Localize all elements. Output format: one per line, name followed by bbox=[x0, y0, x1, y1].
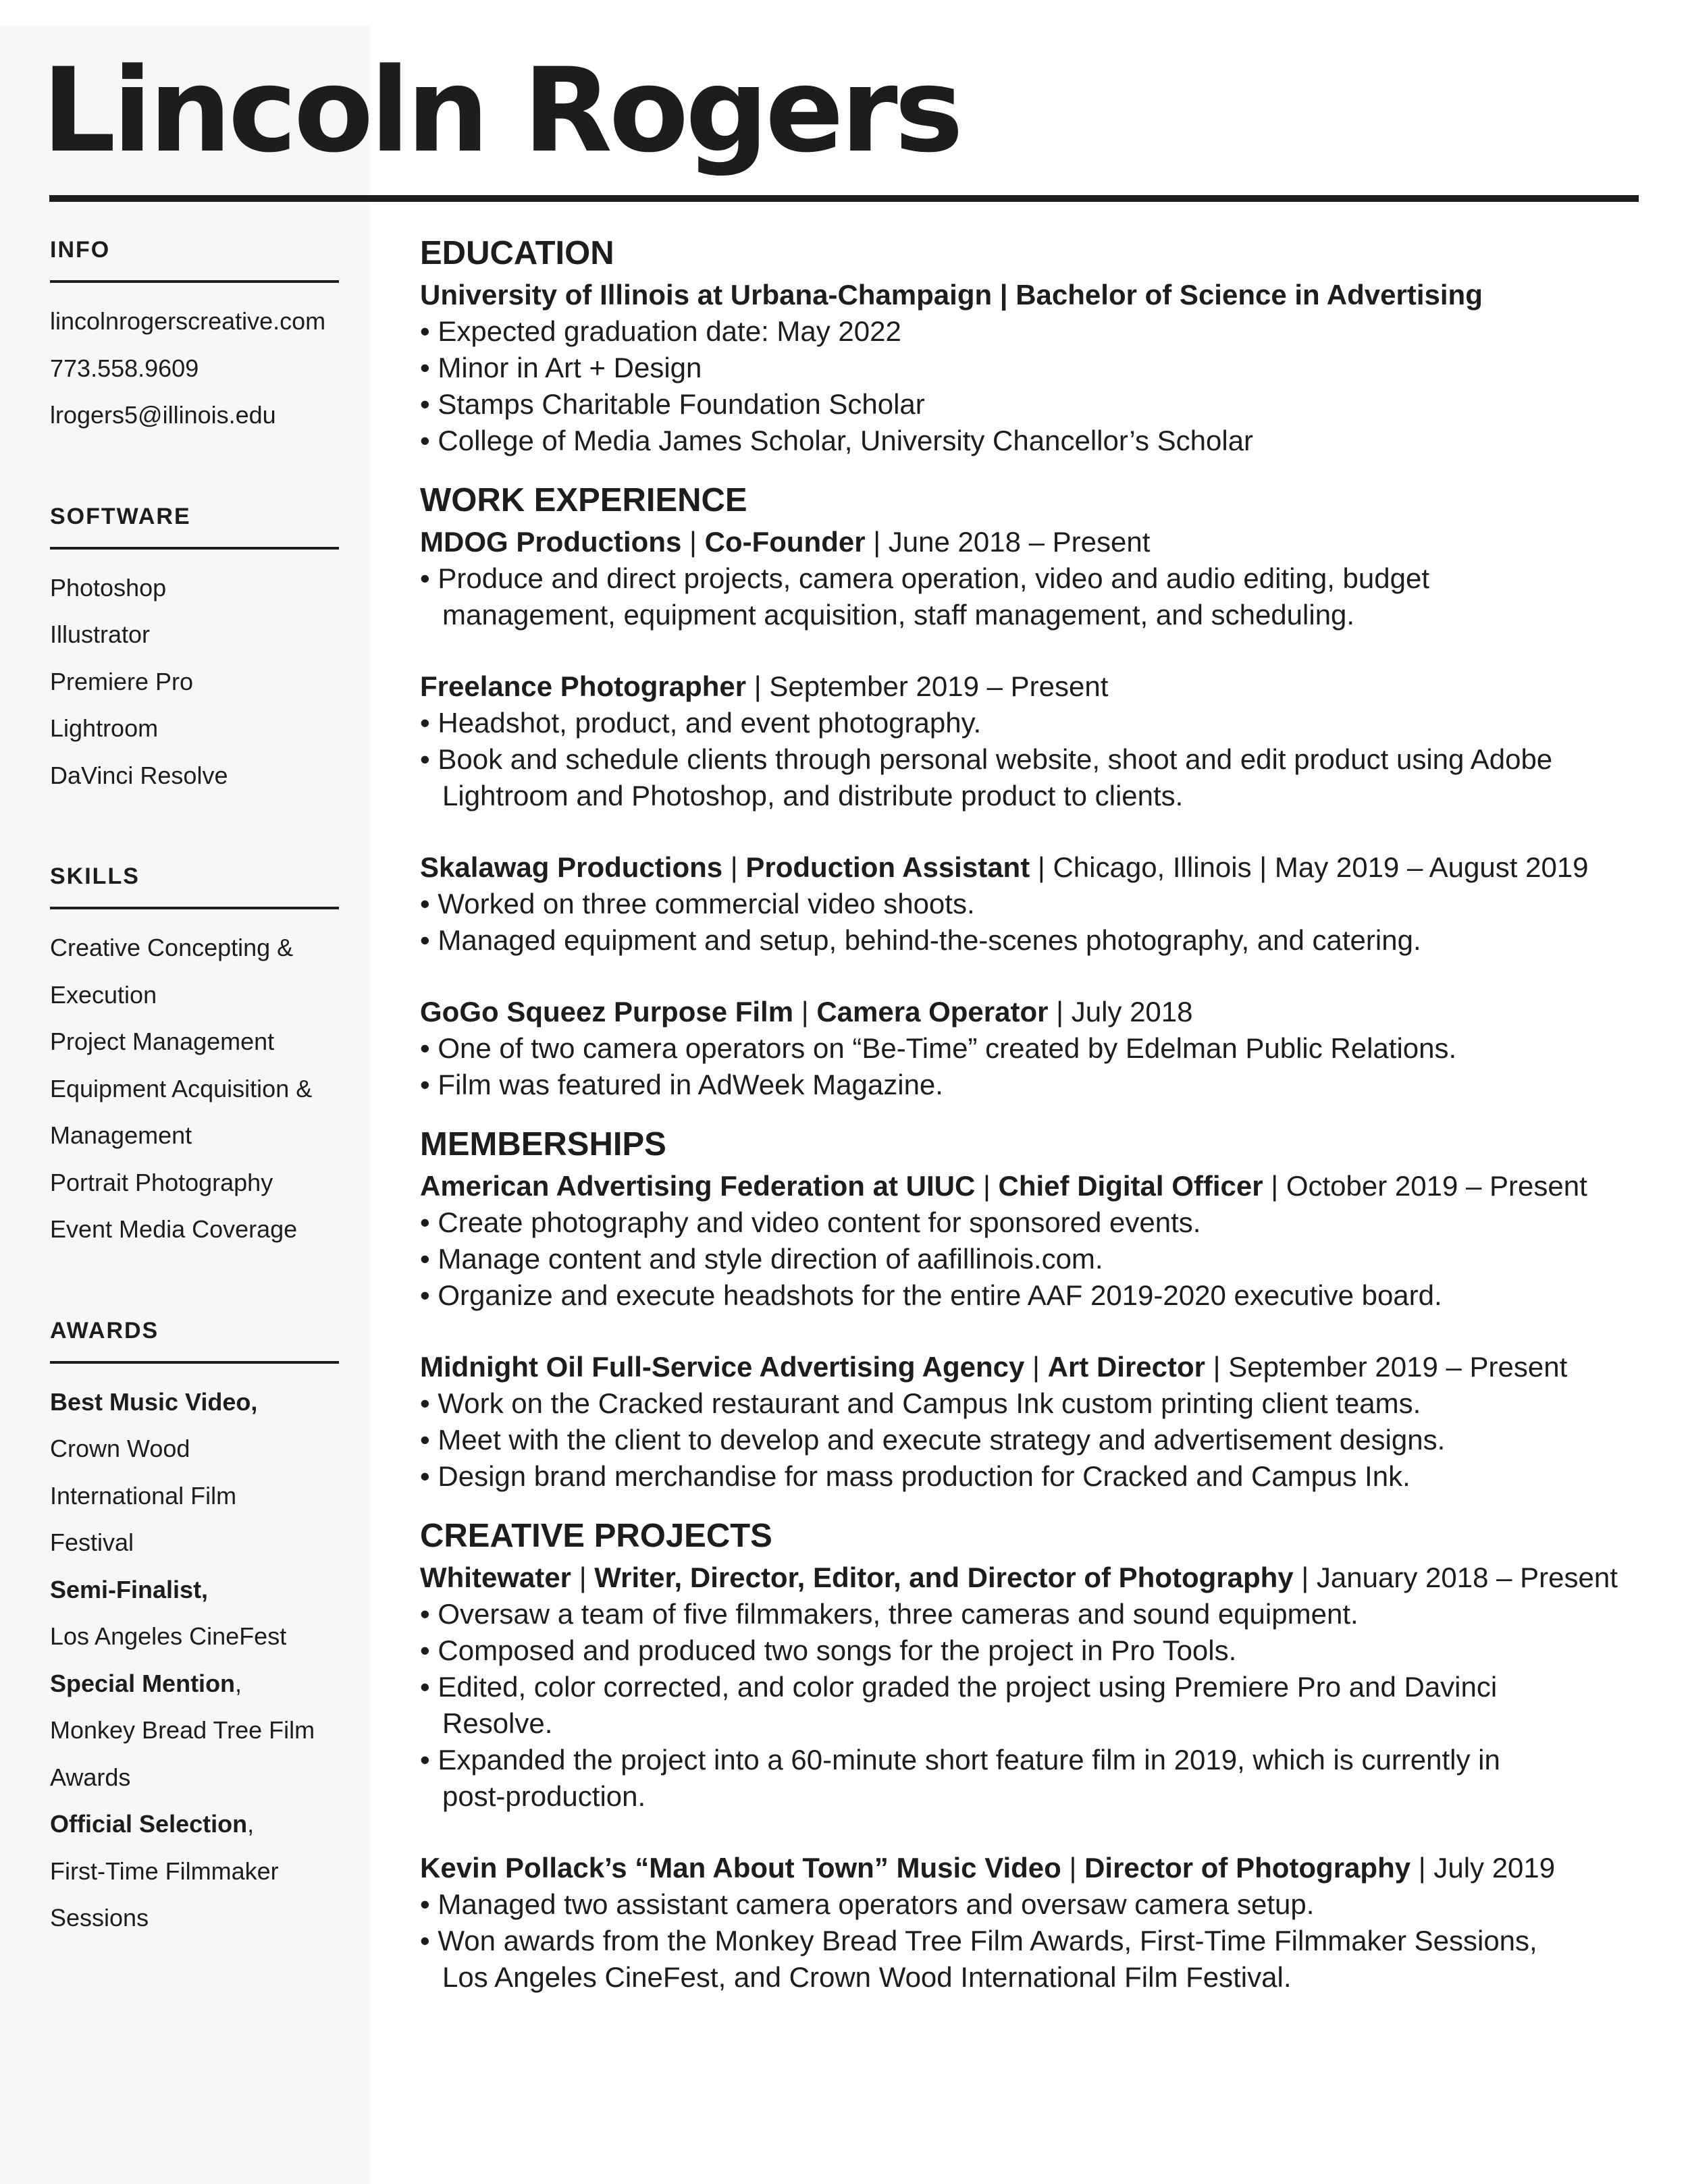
project-bullet: • Edited, color corrected, and color graded the project using Premiere Pro and Davinci bbox=[420, 1671, 1498, 1703]
membership-bullet: • Manage content and style direction of aafillinois.com. bbox=[420, 1243, 1103, 1275]
software-list bbox=[50, 564, 340, 799]
project-bullet-continued: Resolve. bbox=[442, 1707, 553, 1739]
project-title-line: Kevin Pollack’s “Man About Town” Music Video | Director of Photography | July 2019 bbox=[420, 1852, 1556, 1884]
spacer bbox=[420, 1314, 1642, 1349]
project-entry bbox=[420, 1850, 1642, 1996]
job-role: Freelance Photographer bbox=[420, 670, 747, 702]
education-bullet: • Stamps Charitable Foundation Scholar bbox=[420, 388, 925, 420]
award-detail: Awards bbox=[50, 1763, 131, 1791]
job-bullet: • Managed equipment and setup, behind-the-scenes photography, and catering. bbox=[420, 924, 1421, 956]
skill-item: Event Media Coverage bbox=[50, 1215, 298, 1243]
membership-meta: | October 2019 – Present bbox=[1263, 1170, 1587, 1202]
project-meta: | July 2019 bbox=[1410, 1852, 1556, 1884]
project-bullet: • Expanded the project into a 60-minute short feature film in 2019, which is currently in bbox=[420, 1744, 1500, 1776]
website-link[interactable]: lincolnrogerscreative.com bbox=[50, 307, 326, 335]
award-detail: First-Time Filmmaker bbox=[50, 1857, 279, 1885]
education-bullet: • Minor in Art + Design bbox=[420, 352, 702, 383]
job-role: Co-Founder bbox=[704, 526, 866, 558]
software-heading: SOFTWARE bbox=[50, 503, 191, 529]
project-bullet: • Oversaw a team of five filmmakers, three cameras and sound equipment. bbox=[420, 1598, 1359, 1630]
awards-heading: AWARDS bbox=[50, 1317, 159, 1343]
spacer bbox=[420, 1815, 1642, 1850]
membership-entry bbox=[420, 1168, 1642, 1314]
job-title-line: Skalawag Productions | Production Assistant | Chicago, Illinois | May 2019 – August 2019 bbox=[420, 851, 1589, 883]
project-bullet-continued: post-production. bbox=[442, 1780, 646, 1812]
info-rule bbox=[50, 280, 339, 283]
projects-heading: CREATIVE PROJECTS bbox=[420, 1518, 772, 1554]
award-title: Special Mention bbox=[50, 1669, 236, 1697]
sidebar bbox=[50, 233, 340, 2002]
info-section bbox=[50, 233, 340, 439]
resume-name: Lincoln Rogers bbox=[42, 43, 961, 178]
membership-bullet: • Create photography and video content for sponsored events. bbox=[420, 1206, 1201, 1238]
job-bullet: • One of two camera operators on “Be-Time” created by Edelman Public Relations. bbox=[420, 1032, 1457, 1064]
membership-title-line: American Advertising Federation at UIUC | Chief Digital Officer | October 2019 – Present bbox=[420, 1170, 1587, 1202]
job-bullet-continued: management, equipment acquisition, staff management, and scheduling. bbox=[442, 599, 1355, 631]
software-item: Lightroom bbox=[50, 714, 159, 742]
job-bullet-continued: Lightroom and Photoshop, and distribute product to clients. bbox=[442, 780, 1184, 811]
membership-entry bbox=[420, 1349, 1642, 1495]
skills-heading: SKILLS bbox=[50, 863, 140, 889]
software-section bbox=[50, 500, 340, 799]
job-bullet: • Headshot, product, and event photography. bbox=[420, 707, 982, 739]
skill-item: Project Management bbox=[50, 1028, 275, 1055]
membership-bullet: • Design brand merchandise for mass production for Cracked and Campus Ink. bbox=[420, 1460, 1410, 1492]
job-org: MDOG Productions bbox=[420, 526, 682, 558]
skill-item: Management bbox=[50, 1121, 192, 1149]
software-rule bbox=[50, 547, 339, 550]
awards-rule bbox=[50, 1361, 339, 1364]
project-bullet: • Managed two assistant camera operators and oversaw camera setup. bbox=[420, 1888, 1315, 1920]
job-title-line bbox=[420, 668, 1642, 705]
spacer bbox=[420, 1495, 1642, 1512]
job-bullet: • Worked on three commercial video shoots. bbox=[420, 888, 975, 920]
phone-number: 773.558.9609 bbox=[50, 354, 199, 382]
award-detail: Sessions bbox=[50, 1904, 149, 1932]
awards-list bbox=[50, 1379, 340, 1942]
award-detail: Los Angeles CineFest bbox=[50, 1622, 287, 1650]
project-title: Kevin Pollack’s “Man About Town” Music Video bbox=[420, 1852, 1061, 1884]
project-role: Writer, Director, Editor, and Director of Photography bbox=[594, 1562, 1294, 1593]
membership-org: Midnight Oil Full-Service Advertising Agency bbox=[420, 1351, 1025, 1383]
award-title: Semi-Finalist, bbox=[50, 1575, 209, 1603]
award-title: Best Music Video, bbox=[50, 1387, 258, 1416]
job-bullet: • Book and schedule clients through personal website, shoot and edit product using Adobe bbox=[420, 743, 1553, 775]
education-entry bbox=[420, 277, 1642, 459]
award-title: Official Selection bbox=[50, 1810, 248, 1838]
award-detail: Crown Wood bbox=[50, 1435, 190, 1462]
skills-list bbox=[50, 924, 340, 1253]
software-item: DaVinci Resolve bbox=[50, 761, 228, 789]
award-detail: International Film bbox=[50, 1481, 237, 1510]
spacer bbox=[420, 459, 1642, 477]
software-item: Illustrator bbox=[50, 620, 151, 648]
project-title: Whitewater bbox=[420, 1562, 572, 1593]
header-rule bbox=[49, 195, 1639, 202]
main-column bbox=[420, 230, 1642, 1996]
award-title-suffix: , bbox=[247, 1810, 255, 1838]
project-role: Director of Photography bbox=[1084, 1852, 1411, 1884]
job-title-line: MDOG Productions | Co-Founder | June 2018 – Present bbox=[420, 526, 1151, 558]
award-title-line bbox=[50, 1801, 340, 1848]
membership-role: Art Director bbox=[1047, 1351, 1205, 1383]
membership-bullet: • Work on the Cracked restaurant and Campus Ink custom printing client teams. bbox=[420, 1387, 1421, 1419]
job-entry bbox=[420, 849, 1642, 959]
award-title-suffix: , bbox=[235, 1669, 242, 1697]
email-link[interactable]: lrogers5@illinois.edu bbox=[50, 401, 276, 429]
job-bullet: • Film was featured in AdWeek Magazine. bbox=[420, 1069, 943, 1100]
spacer bbox=[420, 1103, 1642, 1121]
info-list bbox=[50, 298, 340, 439]
job-entry bbox=[420, 994, 1642, 1103]
membership-title-line: Midnight Oil Full-Service Advertising Agency | Art Director | September 2019 – Present bbox=[420, 1351, 1568, 1383]
info-heading: INFO bbox=[50, 237, 111, 263]
job-meta: | June 2018 – Present bbox=[865, 526, 1151, 558]
work-heading: WORK EXPERIENCE bbox=[420, 482, 747, 518]
project-title-line: Whitewater | Writer, Director, Editor, and Director of Photography | January 2018 – Present bbox=[420, 1562, 1618, 1593]
job-meta: | July 2018 bbox=[1048, 996, 1193, 1028]
job-role: Camera Operator bbox=[816, 996, 1049, 1028]
job-org: Skalawag Productions bbox=[420, 851, 723, 883]
membership-bullet: • Meet with the client to develop and execute strategy and advertisement designs. bbox=[420, 1424, 1446, 1456]
spacer bbox=[420, 959, 1642, 994]
job-org: GoGo Squeez Purpose Film bbox=[420, 996, 794, 1028]
spacer bbox=[420, 633, 1642, 668]
skill-item: Execution bbox=[50, 980, 157, 1009]
education-school: University of Illinois at Urbana-Champaign | Bachelor of Science in Advertising bbox=[420, 279, 1483, 311]
project-bullet-continued: Los Angeles CineFest, and Crown Wood International Film Festival. bbox=[442, 1961, 1292, 1993]
award-detail: Monkey Bread Tree Film bbox=[50, 1716, 315, 1744]
memberships-heading: MEMBERSHIPS bbox=[420, 1126, 666, 1163]
membership-meta: | September 2019 – Present bbox=[1205, 1351, 1568, 1383]
skills-rule bbox=[50, 907, 339, 909]
job-bullet: • Produce and direct projects, camera operation, video and audio editing, budget bbox=[420, 562, 1429, 594]
membership-org: American Advertising Federation at UIUC bbox=[420, 1170, 976, 1202]
spacer bbox=[420, 814, 1642, 849]
job-role: Production Assistant bbox=[745, 851, 1030, 883]
job-entry bbox=[420, 668, 1642, 814]
education-bullet: • Expected graduation date: May 2022 bbox=[420, 315, 901, 347]
award-title-line bbox=[50, 1660, 340, 1707]
project-bullet: • Composed and produced two songs for the project in Pro Tools. bbox=[420, 1634, 1237, 1666]
project-bullet: • Won awards from the Monkey Bread Tree Film Awards, First-Time Filmmaker Sessions, bbox=[420, 1925, 1537, 1956]
project-entry bbox=[420, 1560, 1642, 1815]
skill-item: Creative Concepting & bbox=[50, 934, 294, 961]
skill-item: Equipment Acquisition & bbox=[50, 1074, 313, 1102]
software-item: Photoshop bbox=[50, 573, 167, 602]
education-heading: EDUCATION bbox=[420, 235, 614, 271]
job-entry bbox=[420, 524, 1642, 633]
award-detail: Festival bbox=[50, 1528, 134, 1556]
awards-section bbox=[50, 1314, 340, 1942]
membership-bullet: • Organize and execute headshots for the entire AAF 2019-2020 executive board. bbox=[420, 1279, 1442, 1311]
membership-role: Chief Digital Officer bbox=[998, 1170, 1263, 1202]
job-title-line: GoGo Squeez Purpose Film | Camera Operator | July 2018 bbox=[420, 996, 1193, 1028]
job-meta: | Chicago, Illinois | May 2019 – August 2019 bbox=[1030, 851, 1589, 883]
education-bullet: • College of Media James Scholar, University Chancellor’s Scholar bbox=[420, 425, 1254, 456]
skills-section bbox=[50, 859, 340, 1253]
project-meta: | January 2018 – Present bbox=[1293, 1562, 1618, 1593]
skill-item: Portrait Photography bbox=[50, 1168, 273, 1196]
job-meta: | September 2019 – Present bbox=[746, 670, 1109, 702]
software-item: Premiere Pro bbox=[50, 667, 194, 695]
